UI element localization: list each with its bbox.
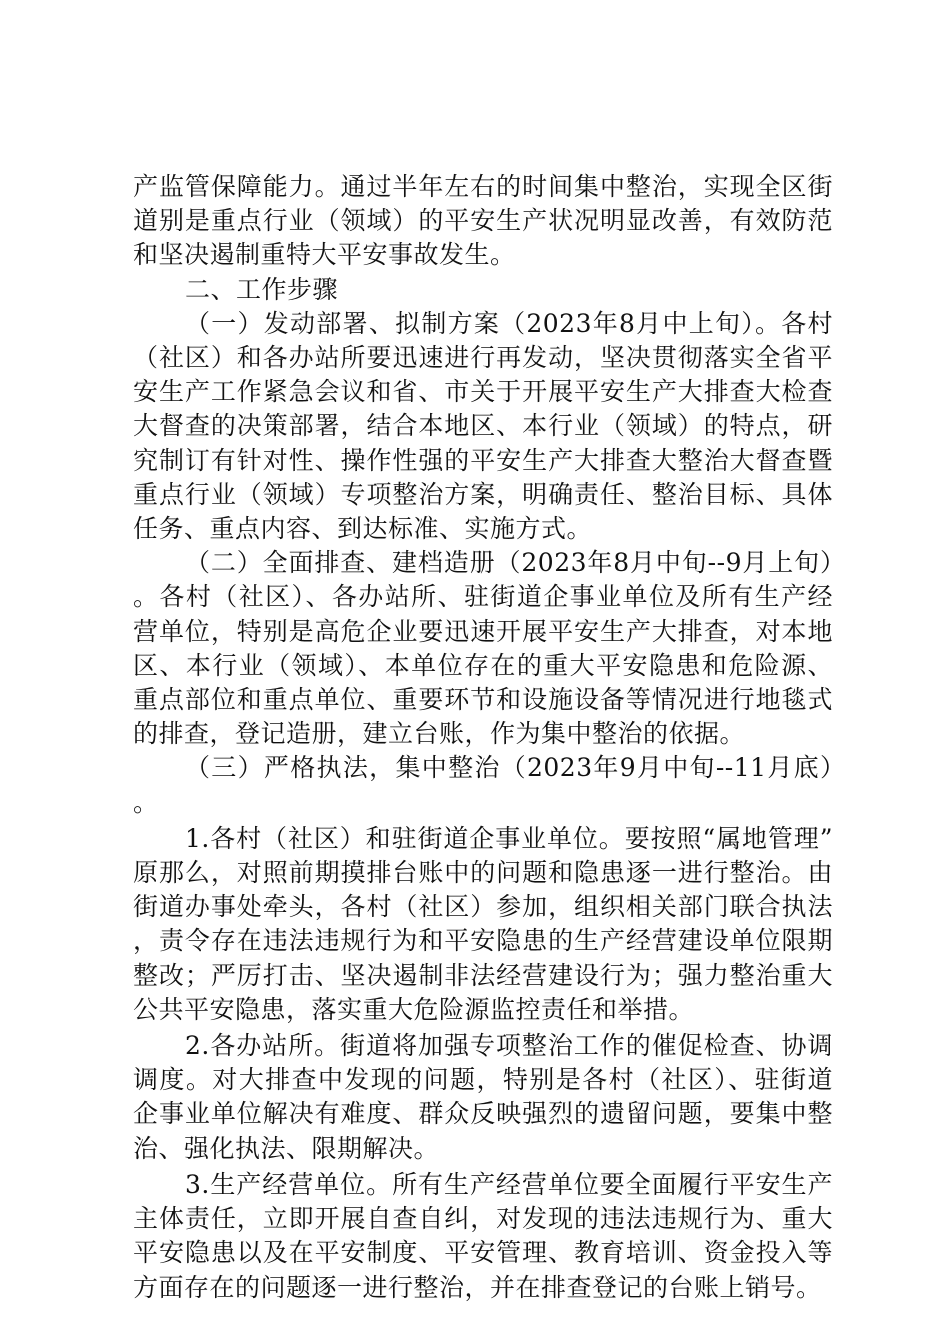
paragraph-item-2: 2.各办站所。街道将加强专项整治工作的催促检查、协调调度。对大排查中发现的问题，特别是各村（社区）、驻街道企事业单位解决有难度、群众反映强烈的遗留问题，要集中整治、强化执法、限期解决。 [133, 1031, 833, 1163]
paragraph-item-1: 1.各村（社区）和驻街道企事业单位。要按照“属地管理”原那么，对照前期摸排台账中的问题和隐患逐一进行整治。由街道办事处牵头，各村（社区）参加，组织相关部门联合执法，责令存在违法违规行为和平安隐患的生产经营建设单位限期整改；严厉打击、坚决遏制非法经营建设行为；强力整治重大公共平安隐患，落实重大危险源监控责任和举措。 [133, 823, 833, 1024]
document-body [133, 170, 833, 1305]
paragraph-step-three: （三）严格执法，集中整治（2023年9月中旬--11月底）。 [133, 753, 833, 817]
paragraph-step-one: （一）发动部署、拟制方案（2023年8月中上旬）。各村（社区）和各办站所要迅速进行再发动，坚决贯彻落实全省平安生产工作紧急会议和省、市关于开展平安生产大排查大检查大督查的决策部署，结合本地区、本行业（领域）的特点，研究制订有针对性、操作性强的平安生产大排查大整治大督查暨重点行业（领域）专项整治方案，明确责任、整治目标、具体任务、重点内容、到达标准、实施方式。 [133, 308, 833, 544]
paragraph-intro-continuation: 产监管保障能力。通过半年左右的时间集中整治，实现全区街道别是重点行业（领域）的平安生产状况明显改善，有效防范和坚决遏制重特大平安事故发生。 [133, 172, 833, 270]
section-heading-work-steps: 二、工作步骤 [185, 274, 339, 304]
paragraph-step-two: （二）全面排查、建档造册（2023年8月中旬--9月上旬）。各村（社区）、各办站所、驻街道企事业单位及所有生产经营单位，特别是高危企业要迅速开展平安生产大排查，对本地区、本行业（领域）、本单位存在的重大平安隐患和危险源、重点部位和重点单位、重要环节和设施设备等情况进行地毯式的排查，登记造册，建立台账，作为集中整治的依据。 [133, 548, 833, 749]
paragraph-item-3: 3.生产经营单位。所有生产经营单位要全面履行平安生产主体责任，立即开展自查自纠，对发现的违法违规行为、重大平安隐患以及在平安制度、平安管理、教育培训、资金投入等方面存在的问题逐一进行整治，并在排查登记的台账上销号。 [133, 1169, 833, 1302]
